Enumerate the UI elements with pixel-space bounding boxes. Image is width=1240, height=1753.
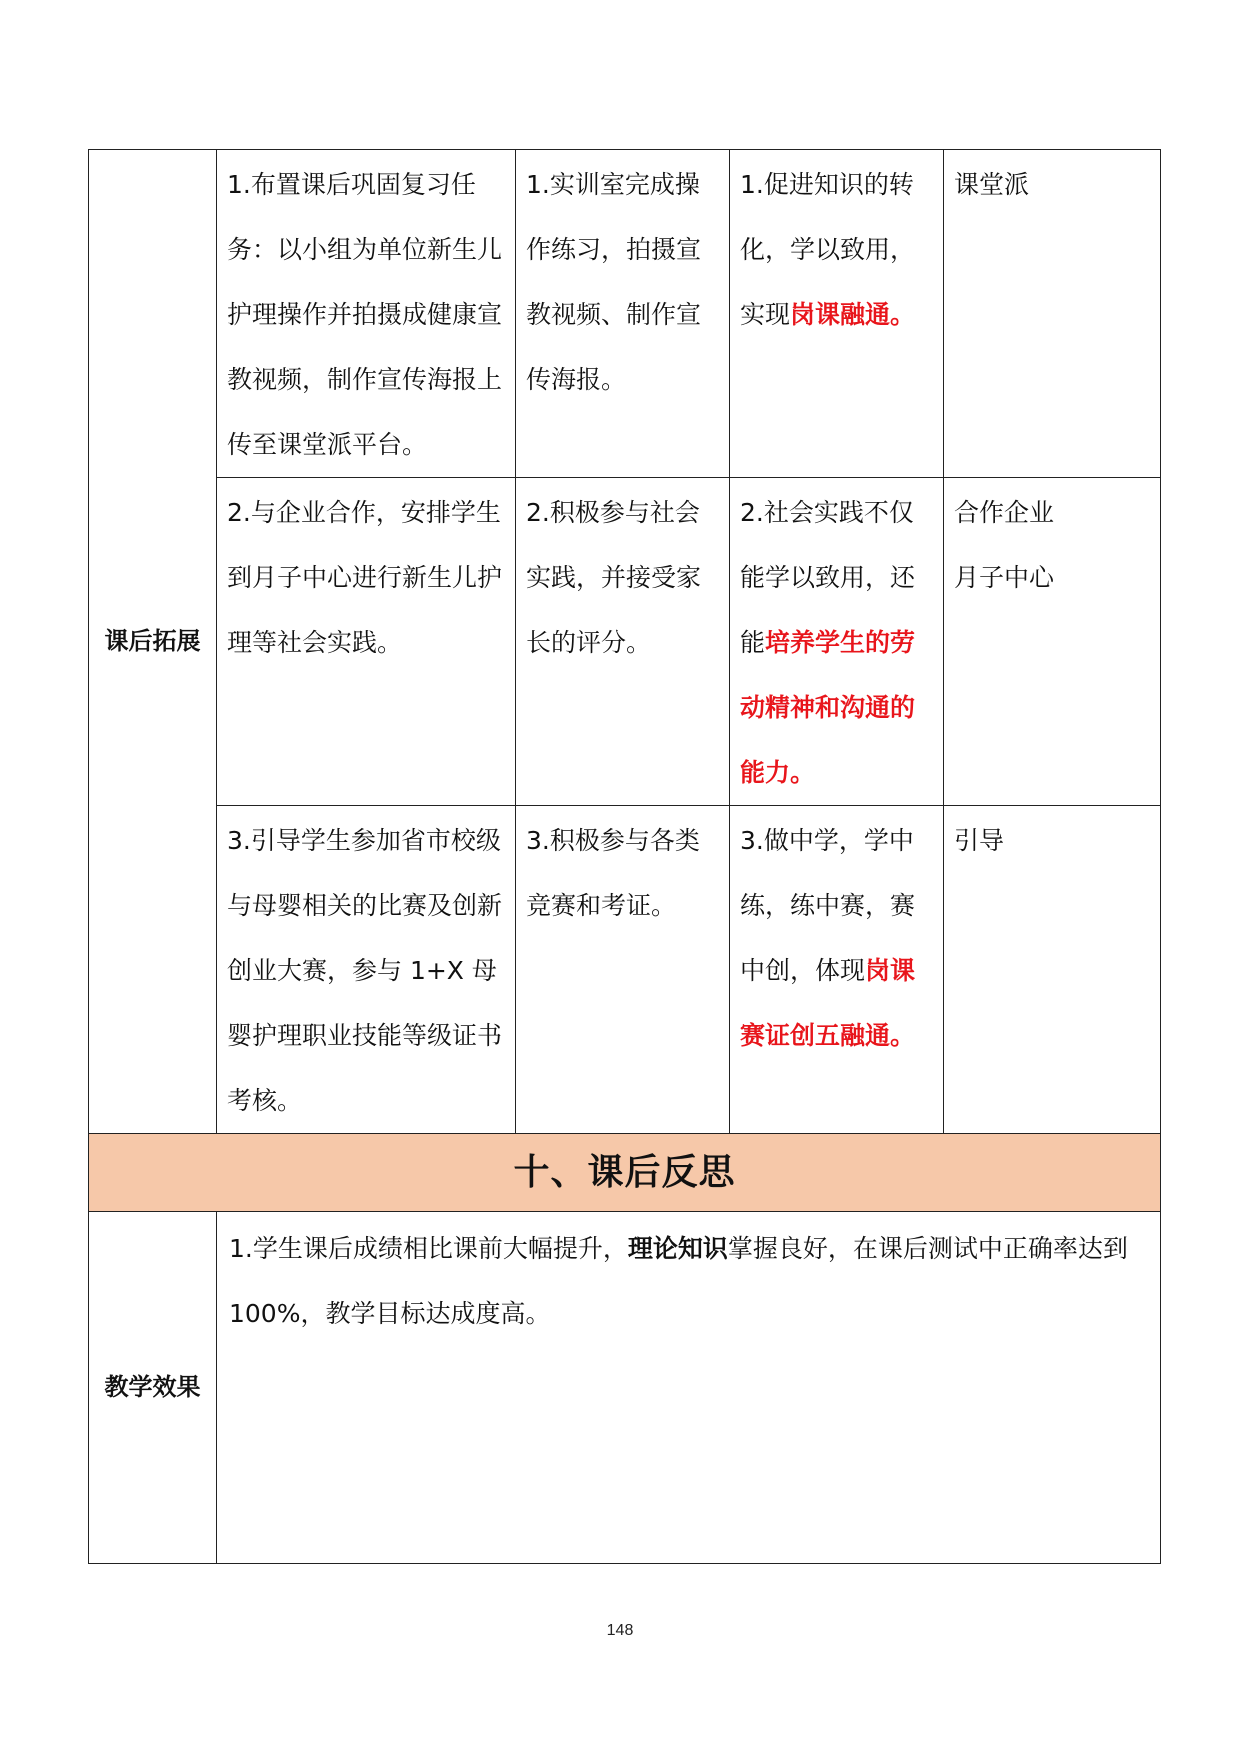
table-row [89, 478, 1161, 806]
design-intent-cell: 1.促进知识的转化，学以致用，实现岗课融通。 [730, 150, 944, 478]
student-activity-cell: 3.积极参与各类竞赛和考证。 [516, 806, 730, 1134]
teaching-effect-text: 1.学生课后成绩相比课前大幅提升，理论知识掌握良好，在课后测试中正确率达到100%，教学目标达成度高。 [217, 1212, 1161, 1564]
table-row [89, 150, 1161, 478]
table-row [89, 1134, 1161, 1212]
page-number: 148 [606, 1622, 634, 1639]
highlight-text: 岗课融通。 [790, 300, 916, 329]
resource-cell: 课堂派 [944, 150, 1161, 478]
student-activity-cell: 2.积极参与社会实践，并接受家长的评分。 [516, 478, 730, 806]
teacher-activity-cell: 1.布置课后巩固复习任务：以小组为单位新生儿护理操作并拍摄成健康宣教视频，制作宣传海报上传至课堂派平台。 [217, 150, 516, 478]
highlight-text: 培养学生的劳动精神和沟通的能力。 [740, 628, 916, 787]
teaching-effect-label: 教学效果 [89, 1212, 217, 1564]
table-row [89, 806, 1161, 1134]
highlight-text: 岗课赛证创五融通。 [740, 956, 916, 1050]
bold-keyword: 理论知识 [627, 1234, 728, 1263]
design-intent-cell: 2.社会实践不仅能学以致用，还能培养学生的劳动精神和沟通的能力。 [730, 478, 944, 806]
lesson-plan-table [88, 149, 1161, 1564]
resource-cell: 引导 [944, 806, 1161, 1134]
table-row [89, 1212, 1161, 1564]
teacher-activity-cell: 2.与企业合作，安排学生到月子中心进行新生儿护理等社会实践。 [217, 478, 516, 806]
section-label-after-class: 课后拓展 [89, 150, 217, 1134]
teacher-activity-cell: 3.引导学生参加省市校级与母婴相关的比赛及创新创业大赛，参与 1+X 母婴护理职业技能等级证书考核。 [217, 806, 516, 1134]
design-intent-cell: 3.做中学，学中练，练中赛，赛中创，体现岗课赛证创五融通。 [730, 806, 944, 1134]
resource-cell: 合作企业 月子中心 [944, 478, 1161, 806]
student-activity-cell: 1.实训室完成操作练习，拍摄宣教视频、制作宣传海报。 [516, 150, 730, 478]
section-heading: 十、课后反思 [89, 1134, 1161, 1212]
